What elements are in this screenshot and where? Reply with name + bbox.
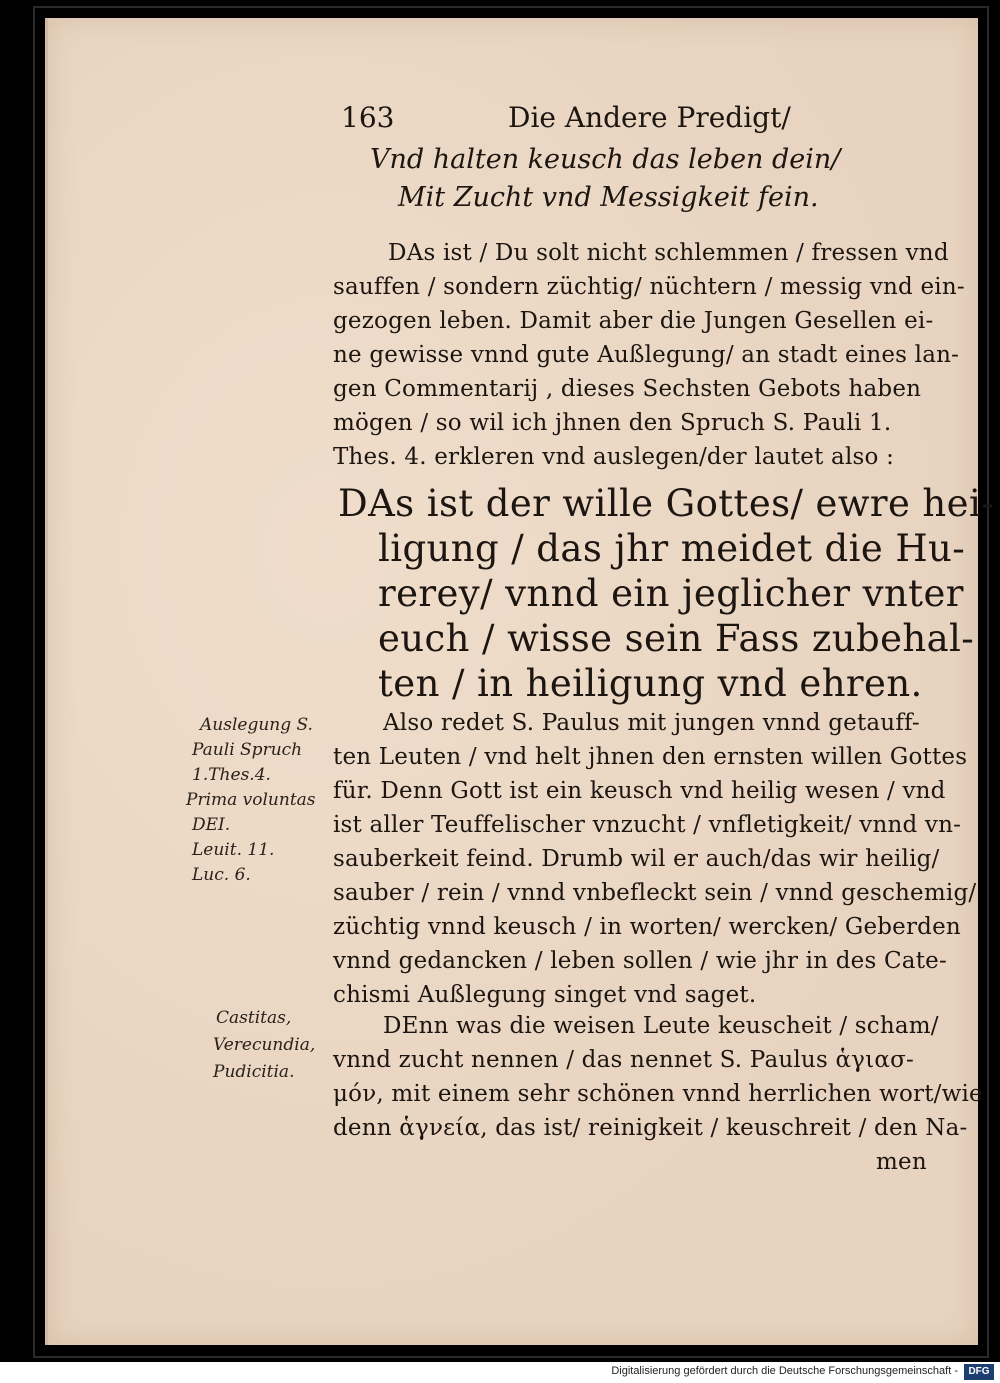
- body-line: sauffen / sondern züchtig/ nüchtern / messig vnd ein-: [333, 274, 965, 300]
- footer-bar: [0, 1362, 1000, 1383]
- margin-note: Castitas,: [216, 1008, 292, 1028]
- body-line: gezogen leben. Damit aber die Jungen Gesellen ei-: [333, 308, 934, 334]
- body-line: DEnn was die weisen Leute keuscheit / scham/: [383, 1013, 939, 1039]
- dfg-logo: DFG: [964, 1364, 994, 1380]
- verse-line: Vnd halten keusch das leben dein/: [370, 144, 841, 175]
- body-line: vnnd zucht nennen / das nennet S. Paulus ἁγιασ-: [333, 1047, 914, 1073]
- body-line: sauberkeit feind. Drumb wil er auch/das wir heilig/: [333, 846, 940, 872]
- margin-note: Prima voluntas: [186, 790, 316, 810]
- body-line: DAs ist / Du solt nicht schlemmen / fressen vnd: [388, 240, 949, 266]
- body-line: ne gewisse vnnd gute Außlegung/ an stadt eines lan-: [333, 342, 960, 368]
- scripture-line: ten / in heiligung vnd ehren.: [378, 662, 923, 705]
- body-line: μόν, mit einem sehr schönen vnnd herrlichen wort/wie: [333, 1081, 983, 1107]
- running-title: Die Andere Predigt/: [508, 101, 791, 134]
- margin-note: Pudicitia.: [213, 1062, 295, 1082]
- body-line: Also redet S. Paulus mit jungen vnnd getauff-: [383, 710, 920, 736]
- margin-note: Auslegung S.: [200, 715, 313, 735]
- body-line: für. Denn Gott ist ein keusch vnd heilig wesen / vnd: [333, 778, 946, 804]
- scripture-line: rerey/ vnnd ein jeglicher vnter: [378, 572, 964, 615]
- body-line: gen Commentarij , dieses Sechsten Gebots haben: [333, 376, 922, 402]
- scripture-line: euch / wisse sein Fass zubehal-: [378, 617, 975, 660]
- body-line: sauber / rein / vnnd vnbefleckt sein / vnnd geschemig/: [333, 880, 977, 906]
- body-line: züchtig vnnd keusch / in worten/ wercken/ Geberden: [333, 914, 961, 940]
- funding-credit: Digitalisierung gefördert durch die Deutsche Forschungsgemeinschaft -: [611, 1365, 958, 1377]
- body-line: ist aller Teuffelischer vnzucht / vnfletigkeit/ vnnd vn-: [333, 812, 962, 838]
- page-number: 163: [341, 101, 395, 134]
- margin-note: Verecundia,: [213, 1035, 316, 1055]
- margin-note: Luc. 6.: [192, 865, 251, 885]
- margin-note: DEI.: [192, 815, 231, 835]
- margin-note: 1.Thes.4.: [192, 765, 271, 785]
- verse-line: Mit Zucht vnd Messigkeit fein.: [398, 182, 819, 213]
- catchword: men: [876, 1149, 927, 1175]
- scripture-line: ligung / das jhr meidet die Hu-: [378, 527, 966, 570]
- body-line: Thes. 4. erkleren vnd auslegen/der lautet also :: [333, 444, 895, 470]
- margin-note: Leuit. 11.: [192, 840, 275, 860]
- body-line: mögen / so wil ich jhnen den Spruch S. Pauli 1.: [333, 410, 892, 436]
- body-line: ten Leuten / vnd helt jhnen den ernsten willen Gottes: [333, 744, 968, 770]
- body-line: vnnd gedancken / leben sollen / wie jhr in des Cate-: [333, 948, 947, 974]
- margin-note: Pauli Spruch: [192, 740, 303, 760]
- book-page: [45, 18, 995, 1345]
- body-line: chismi Außlegung singet vnd saget.: [333, 982, 757, 1008]
- body-line: denn ἁγνεία, das ist/ reinigkeit / keuschreit / den Na-: [333, 1115, 968, 1141]
- scripture-line: DAs ist der wille Gottes/ ewre hei-: [338, 482, 995, 525]
